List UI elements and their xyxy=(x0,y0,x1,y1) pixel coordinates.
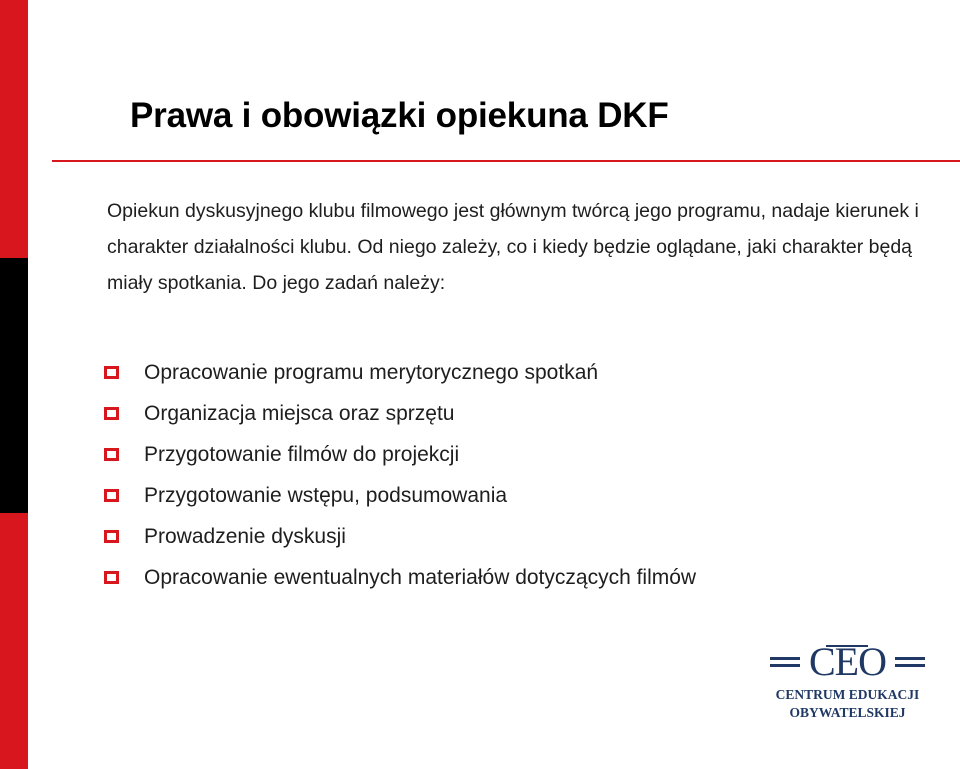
list-item-text: Prowadzenie dyskusji xyxy=(144,525,346,548)
logo-caption-line-2: OBYWATELSKIEJ xyxy=(789,705,906,720)
list-item xyxy=(104,475,696,516)
task-list xyxy=(104,352,696,598)
list-item-text: Organizacja miejsca oraz sprzętu xyxy=(144,402,455,425)
list-item-text: Opracowanie ewentualnych materiałów dotyczących filmów xyxy=(144,566,697,589)
list-item xyxy=(104,516,696,557)
list-item xyxy=(104,434,696,475)
intro-paragraph: Opiekun dyskusyjnego klubu filmowego jest głównym twórcą jego programu, nadaje kierunek i charakter działalności klubu. Od niego zależy, co i kiedy będzie oglądane, jaki charakter będą miały spotkania. Do jego zadań należy: xyxy=(107,200,919,294)
square-bullet-icon xyxy=(104,366,119,379)
square-bullet-icon xyxy=(104,448,119,461)
logo-caption-line-1: CENTRUM EDUKACJI xyxy=(775,687,920,702)
list-item xyxy=(104,393,696,434)
square-bullet-icon xyxy=(104,571,119,584)
logo-wordmark: CEO xyxy=(809,639,886,684)
list-item-text: Opracowanie programu merytorycznego spotkań xyxy=(144,361,599,384)
list-item xyxy=(104,352,696,393)
title-divider xyxy=(52,160,960,162)
square-bullet-icon xyxy=(104,489,119,502)
side-accent-band xyxy=(0,258,28,513)
list-item xyxy=(104,557,696,598)
square-bullet-icon xyxy=(104,530,119,543)
list-item-text: Przygotowanie wstępu, podsumowania xyxy=(144,484,508,507)
list-item-text: Przygotowanie filmów do projekcji xyxy=(144,443,460,466)
square-bullet-icon xyxy=(104,407,119,420)
ceo-logo xyxy=(770,640,925,725)
slide-title: Prawa i obowiązki opiekuna DKF xyxy=(130,96,669,135)
